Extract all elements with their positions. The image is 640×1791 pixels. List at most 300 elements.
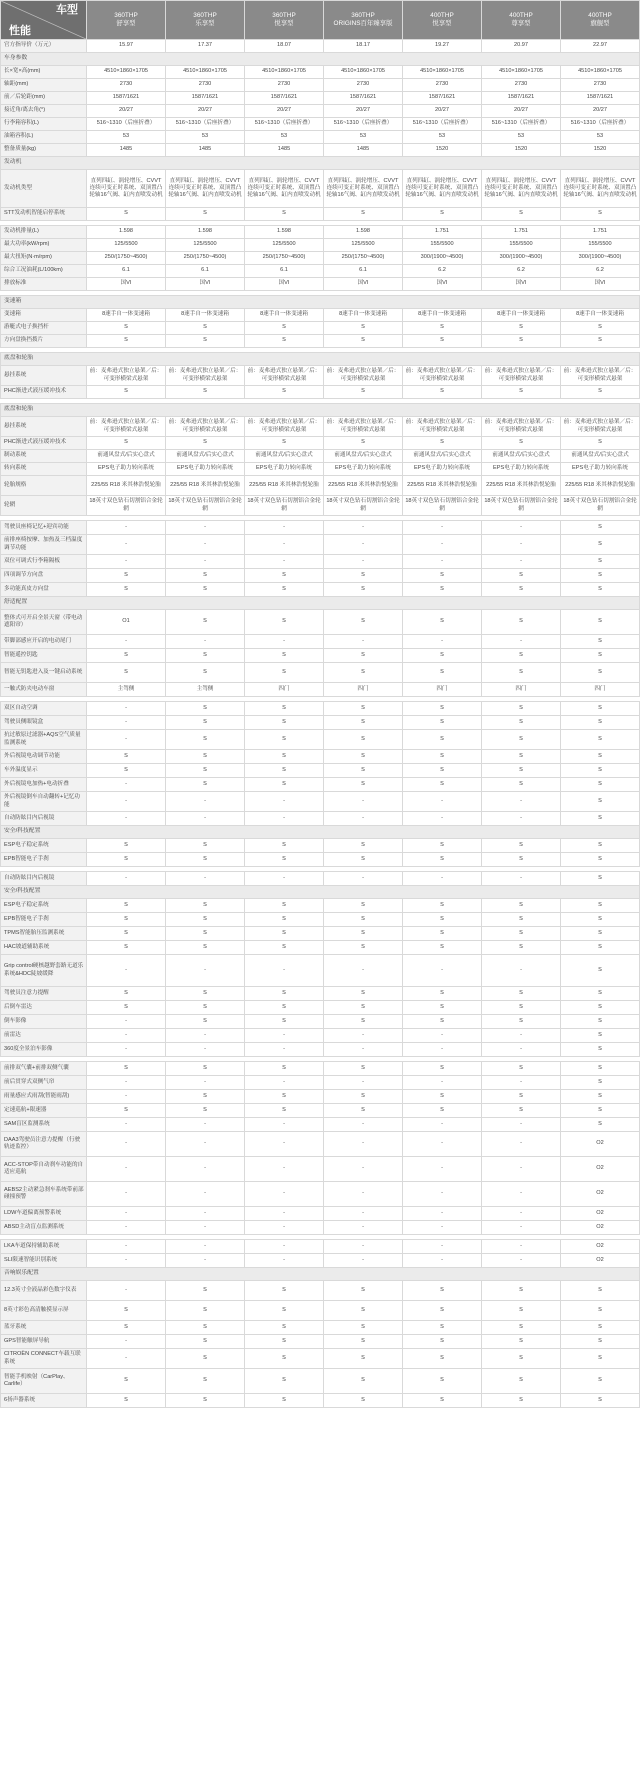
spec-value: S (482, 1090, 561, 1104)
spec-value: 8速手自一体变速箱 (324, 309, 403, 322)
spec-value: S (561, 535, 640, 555)
section-title: 车身参数 (1, 53, 640, 66)
spec-value: 18英寸双色钻石切割铝合金轮辋 (87, 496, 166, 516)
spec-label: 双位可调式行李箱隔板 (1, 555, 87, 569)
spec-value: - (324, 535, 403, 555)
model-header (324, 1, 403, 40)
spec-label: ABSD主动盲点监测系统 (1, 1221, 87, 1235)
table-row (1, 899, 640, 913)
spec-value: S (324, 1349, 403, 1369)
spec-value: S (245, 778, 324, 792)
spec-label: 自动防眩目内后视镜 (1, 812, 87, 826)
spec-value: S (245, 1301, 324, 1321)
spec-body (1, 40, 640, 1408)
spec-value: 前：麦弗逊式独立悬架／后：可变形横梁式悬架 (482, 366, 561, 386)
spec-value: S (403, 1301, 482, 1321)
table-row (1, 1062, 640, 1076)
spec-value: 15.97 (87, 40, 166, 53)
spec-value: 225/55 R18 米其林浩悦轮胎 (403, 476, 482, 496)
spec-value: - (482, 1240, 561, 1254)
spec-value: - (166, 1029, 245, 1043)
header-row (1, 1, 640, 40)
spec-value: S (482, 335, 561, 348)
spec-value: S (166, 322, 245, 335)
spec-value: - (87, 521, 166, 535)
spec-value: S (561, 792, 640, 812)
spec-value: 20/27 (482, 105, 561, 118)
spec-value: S (166, 913, 245, 927)
spec-value: 1587/1621 (324, 92, 403, 105)
spec-value: - (87, 1132, 166, 1157)
spec-value: - (324, 635, 403, 649)
spec-value: S (245, 1281, 324, 1301)
section-row (1, 826, 640, 839)
table-row (1, 716, 640, 730)
spec-value: - (403, 1043, 482, 1057)
spec-value: S (87, 987, 166, 1001)
spec-value: S (482, 730, 561, 750)
spec-value: S (324, 1062, 403, 1076)
spec-label: LKA车道保持辅助系统 (1, 1240, 87, 1254)
spec-label: 悬挂系统 (1, 417, 87, 437)
spec-value: S (561, 764, 640, 778)
spec-label: SLI限速智能识别系统 (1, 1254, 87, 1268)
spec-value: S (324, 1001, 403, 1015)
spec-value: S (482, 702, 561, 716)
table-row (1, 208, 640, 221)
spec-value: EPS电子助力转向系统 (87, 463, 166, 476)
section-row (1, 404, 640, 417)
spec-label: 悬挂系统 (1, 366, 87, 386)
spec-value: S (561, 1090, 640, 1104)
table-row (1, 496, 640, 516)
spec-value: 53 (561, 131, 640, 144)
table-row (1, 170, 640, 208)
spec-value: S (482, 1321, 561, 1335)
spec-value: - (87, 1157, 166, 1182)
section-title: 安全/科技配置 (1, 826, 640, 839)
spec-value: S (403, 569, 482, 583)
spec-value: - (166, 1157, 245, 1182)
spec-value: 2730 (87, 79, 166, 92)
spec-value: - (166, 1221, 245, 1235)
spec-value: S (482, 1281, 561, 1301)
spec-label: 外后视镜电动调节功能 (1, 750, 87, 764)
spec-value: 前通风盘式/后实心盘式 (561, 450, 640, 463)
spec-value: 300/(1900~4500) (403, 252, 482, 265)
table-row (1, 1335, 640, 1349)
spec-value: - (482, 1076, 561, 1090)
spec-value: 前：麦弗逊式独立悬架／后：可变形横梁式悬架 (324, 417, 403, 437)
table-row (1, 278, 640, 291)
spec-value: S (245, 913, 324, 927)
spec-value: S (166, 1301, 245, 1321)
spec-label: ESP电子稳定系统 (1, 839, 87, 853)
table-row (1, 476, 640, 496)
spec-value: 四门 (403, 683, 482, 697)
spec-value: S (324, 764, 403, 778)
spec-value: 6.1 (245, 265, 324, 278)
spec-label: 智能遥控钥匙 (1, 649, 87, 663)
table-row (1, 583, 640, 597)
model-trim: 乐享型 (195, 20, 215, 27)
spec-value: S (403, 1090, 482, 1104)
spec-value: 四门 (324, 683, 403, 697)
spec-value: 20/27 (561, 105, 640, 118)
spec-label: 6扬声器系统 (1, 1394, 87, 1408)
spec-value: 1.751 (561, 226, 640, 239)
spec-value: EPS电子助力转向系统 (324, 463, 403, 476)
spec-value: S (561, 610, 640, 635)
spec-value: 4510×1860×1705 (166, 66, 245, 79)
spec-value: 国VI (482, 278, 561, 291)
spec-value: S (166, 899, 245, 913)
spec-value: - (482, 635, 561, 649)
spec-value: - (403, 1118, 482, 1132)
spec-label: ACC-STOP带自动刹车功能的自适应巡航 (1, 1157, 87, 1182)
spec-value: S (561, 750, 640, 764)
spec-value: - (87, 1076, 166, 1090)
spec-value: S (245, 702, 324, 716)
table-row (1, 92, 640, 105)
table-row (1, 79, 640, 92)
spec-label: 驾驶员座椅记忆+迎宾功能 (1, 521, 87, 535)
spec-value: - (245, 521, 324, 535)
spec-value: - (87, 1349, 166, 1369)
spec-value: 1.598 (324, 226, 403, 239)
spec-value: S (482, 750, 561, 764)
spec-value: S (87, 1369, 166, 1394)
spec-value: - (403, 1207, 482, 1221)
spec-value: - (403, 521, 482, 535)
spec-value: 前：麦弗逊式独立悬架／后：可变形横梁式悬架 (561, 417, 640, 437)
spec-value: S (324, 386, 403, 399)
spec-value: O2 (561, 1207, 640, 1221)
section-row (1, 157, 640, 170)
spec-value: 1485 (324, 144, 403, 157)
spec-label: 驾驶员注意力提醒 (1, 987, 87, 1001)
spec-value: - (324, 1221, 403, 1235)
spec-value: S (561, 208, 640, 221)
spec-value: 前通风盘式/后实心盘式 (324, 450, 403, 463)
model-header (482, 1, 561, 40)
spec-value: S (87, 764, 166, 778)
spec-value: S (403, 750, 482, 764)
spec-value: 8速手自一体变速箱 (561, 309, 640, 322)
spec-value: S (324, 1090, 403, 1104)
spec-value: S (403, 1062, 482, 1076)
spec-label: 前后贯穿式双侧气帘 (1, 1076, 87, 1090)
model-engine: 360THP (193, 12, 217, 19)
spec-value: S (324, 750, 403, 764)
table-row (1, 252, 640, 265)
spec-value: - (482, 1043, 561, 1057)
spec-value: S (482, 927, 561, 941)
table-row (1, 66, 640, 79)
table-row (1, 555, 640, 569)
spec-label: 发动机排量(L) (1, 226, 87, 239)
spec-label: 综合工况油耗(L/100km) (1, 265, 87, 278)
spec-value: - (403, 1132, 482, 1157)
spec-label: 8英寸彩色高清触摸显示屏 (1, 1301, 87, 1321)
model-trim: 旗舰型 (590, 20, 610, 27)
spec-value: 4510×1860×1705 (245, 66, 324, 79)
spec-value: S (87, 322, 166, 335)
spec-label: 游艇式电子换挡杆 (1, 322, 87, 335)
spec-value: S (166, 335, 245, 348)
spec-value: S (166, 208, 245, 221)
spec-label: 12.3英寸全液晶彩色数字仪表 (1, 1281, 87, 1301)
spec-value: 前：麦弗逊式独立悬架／后：可变形横梁式悬架 (403, 417, 482, 437)
model-engine: 360THP (351, 12, 375, 19)
spec-value: S (561, 1029, 640, 1043)
spec-label: 智能无钥匙进入及一键启动系统 (1, 663, 87, 683)
spec-value: S (245, 610, 324, 635)
spec-value: O1 (87, 610, 166, 635)
section-title: 音响娱乐配置 (1, 1268, 640, 1281)
spec-value: 前：麦弗逊式独立悬架／后：可变形横梁式悬架 (166, 417, 245, 437)
spec-value: - (166, 535, 245, 555)
spec-value: - (87, 1015, 166, 1029)
table-row (1, 105, 640, 118)
spec-value: S (245, 569, 324, 583)
spec-value: 6.1 (87, 265, 166, 278)
spec-value: - (166, 1076, 245, 1090)
spec-label: ESP电子稳定系统 (1, 899, 87, 913)
spec-label: 智能手机映射（CarPlay、Carlife） (1, 1369, 87, 1394)
spec-value: 516~1310（后座折叠） (324, 118, 403, 131)
spec-value: S (87, 569, 166, 583)
spec-value: - (482, 1029, 561, 1043)
spec-value: S (561, 386, 640, 399)
spec-value: - (87, 555, 166, 569)
spec-label: 一触式防夹电动车窗 (1, 683, 87, 697)
spec-value: 516~1310（后座折叠） (166, 118, 245, 131)
table-row (1, 955, 640, 987)
spec-value: 20/27 (87, 105, 166, 118)
spec-value: 前：麦弗逊式独立悬架／后：可变形横梁式悬架 (166, 366, 245, 386)
spec-value: 250/(1750~4500) (245, 252, 324, 265)
spec-value: S (561, 872, 640, 886)
section-row (1, 886, 640, 899)
spec-value: S (324, 1281, 403, 1301)
spec-value: 4510×1860×1705 (324, 66, 403, 79)
spec-value: S (324, 1321, 403, 1335)
spec-value: 53 (87, 131, 166, 144)
table-row (1, 239, 640, 252)
spec-value: S (561, 322, 640, 335)
spec-value: S (245, 941, 324, 955)
section-title: 底盘和轮胎 (1, 404, 640, 417)
spec-value: - (87, 1118, 166, 1132)
spec-value: S (166, 702, 245, 716)
spec-value: 前通风盘式/后实心盘式 (166, 450, 245, 463)
table-row (1, 1182, 640, 1207)
spec-label: 轮辋 (1, 496, 87, 516)
spec-value: 300/(1900~4500) (561, 252, 640, 265)
table-row (1, 730, 640, 750)
spec-label: 外后视镜电加热+电动折叠 (1, 778, 87, 792)
table-row (1, 1104, 640, 1118)
spec-value: S (245, 208, 324, 221)
spec-value: S (324, 1015, 403, 1029)
spec-value: S (561, 730, 640, 750)
spec-value: S (324, 702, 403, 716)
spec-value: S (324, 899, 403, 913)
spec-value: 53 (482, 131, 561, 144)
table-row (1, 610, 640, 635)
spec-value: S (166, 610, 245, 635)
spec-value: S (403, 322, 482, 335)
spec-label: 驾驶员侧眼镜盒 (1, 716, 87, 730)
table-row (1, 521, 640, 535)
spec-value: 6.1 (324, 265, 403, 278)
spec-value: 53 (245, 131, 324, 144)
spec-value: - (87, 872, 166, 886)
section-title: 舒适配置 (1, 597, 640, 610)
spec-value: S (561, 927, 640, 941)
table-row (1, 226, 640, 239)
spec-value: 前：麦弗逊式独立悬架／后：可变形横梁式悬架 (482, 417, 561, 437)
spec-label: 转向系统 (1, 463, 87, 476)
spec-value: S (166, 987, 245, 1001)
table-row (1, 386, 640, 399)
spec-value: S (403, 649, 482, 663)
spec-value: S (561, 853, 640, 867)
spec-value: S (245, 716, 324, 730)
spec-label: EPB智能电子手刹 (1, 913, 87, 927)
spec-value: 四门 (482, 683, 561, 697)
spec-value: - (245, 1221, 324, 1235)
spec-value: S (245, 1335, 324, 1349)
corner-cell (1, 1, 87, 40)
spec-value: 前：麦弗逊式独立悬架／后：可变形横梁式悬架 (87, 366, 166, 386)
spec-value: S (403, 913, 482, 927)
spec-value: 516~1310（后座折叠） (403, 118, 482, 131)
model-header (245, 1, 324, 40)
spec-value: 1.598 (245, 226, 324, 239)
spec-value: S (166, 1349, 245, 1369)
table-row (1, 1076, 640, 1090)
spec-value: - (87, 716, 166, 730)
table-row (1, 635, 640, 649)
spec-value: 18英寸双色钻石切割铝合金轮辋 (245, 496, 324, 516)
spec-value: - (87, 1335, 166, 1349)
model-engine: 400THP (430, 12, 454, 19)
table-row (1, 1132, 640, 1157)
spec-value: S (245, 764, 324, 778)
spec-value: 2730 (324, 79, 403, 92)
spec-label: 轮胎规格 (1, 476, 87, 496)
spec-value: - (245, 1207, 324, 1221)
model-header (166, 1, 245, 40)
spec-value: - (87, 1043, 166, 1057)
spec-value: - (87, 1090, 166, 1104)
spec-value: - (245, 1029, 324, 1043)
spec-value: S (403, 987, 482, 1001)
spec-value: 主驾侧 (87, 683, 166, 697)
table-row (1, 463, 640, 476)
spec-value: 18.07 (245, 40, 324, 53)
spec-value: - (87, 812, 166, 826)
spec-value: - (324, 1132, 403, 1157)
spec-value: S (482, 610, 561, 635)
model-trim: ORIGINS百年臻享版 (333, 20, 393, 27)
spec-value: S (561, 649, 640, 663)
table-row (1, 1369, 640, 1394)
spec-value: S (403, 899, 482, 913)
spec-value: O2 (561, 1254, 640, 1268)
spec-label: 定速巡航+限速器 (1, 1104, 87, 1118)
spec-label: 整体式可开启全景天窗（带电动遮阳帘） (1, 610, 87, 635)
table-row (1, 702, 640, 716)
spec-value: 4510×1860×1705 (482, 66, 561, 79)
table-row (1, 927, 640, 941)
table-row (1, 778, 640, 792)
spec-value: S (324, 1335, 403, 1349)
spec-value: S (324, 569, 403, 583)
spec-value: S (561, 1118, 640, 1132)
spec-value: S (87, 941, 166, 955)
spec-value: S (561, 1001, 640, 1015)
spec-value: S (561, 1335, 640, 1349)
spec-value: S (482, 913, 561, 927)
spec-value: S (245, 730, 324, 750)
spec-value: 125/5500 (245, 239, 324, 252)
spec-value: - (245, 792, 324, 812)
spec-value: - (324, 1076, 403, 1090)
spec-value: 四门 (245, 683, 324, 697)
spec-value: S (324, 1104, 403, 1118)
section-title: 发动机 (1, 157, 640, 170)
spec-value: - (403, 635, 482, 649)
spec-value: - (403, 955, 482, 987)
table-row (1, 853, 640, 867)
table-row (1, 1090, 640, 1104)
spec-value: S (87, 899, 166, 913)
spec-value: S (166, 853, 245, 867)
spec-value: S (87, 750, 166, 764)
spec-value: 20/27 (324, 105, 403, 118)
spec-value: S (166, 386, 245, 399)
spec-value: S (245, 335, 324, 348)
spec-value: S (482, 1015, 561, 1029)
spec-value: O2 (561, 1132, 640, 1157)
spec-value: - (245, 1254, 324, 1268)
spec-value: 前：麦弗逊式独立悬架／后：可变形横梁式悬架 (245, 366, 324, 386)
spec-value: S (561, 839, 640, 853)
spec-value: S (403, 853, 482, 867)
spec-value: S (87, 663, 166, 683)
spec-value: 225/55 R18 米其林浩悦轮胎 (324, 476, 403, 496)
spec-value: - (403, 792, 482, 812)
spec-value: 国VI (403, 278, 482, 291)
spec-value: S (403, 335, 482, 348)
spec-value: - (403, 1029, 482, 1043)
spec-value: S (482, 716, 561, 730)
spec-value: - (324, 872, 403, 886)
spec-value: 17.37 (166, 40, 245, 53)
spec-value: 225/55 R18 米其林浩悦轮胎 (245, 476, 324, 496)
spec-value: - (166, 1207, 245, 1221)
spec-value: - (482, 1132, 561, 1157)
spec-value: 直列四缸、涡轮增压、CVVT连续可变正时系统、双顶置凸轮轴16气阀、缸内直喷发动机 (87, 170, 166, 208)
spec-value: S (324, 583, 403, 597)
spec-value: 20.97 (482, 40, 561, 53)
spec-value: - (324, 1043, 403, 1057)
table-row (1, 1118, 640, 1132)
table-row (1, 1157, 640, 1182)
